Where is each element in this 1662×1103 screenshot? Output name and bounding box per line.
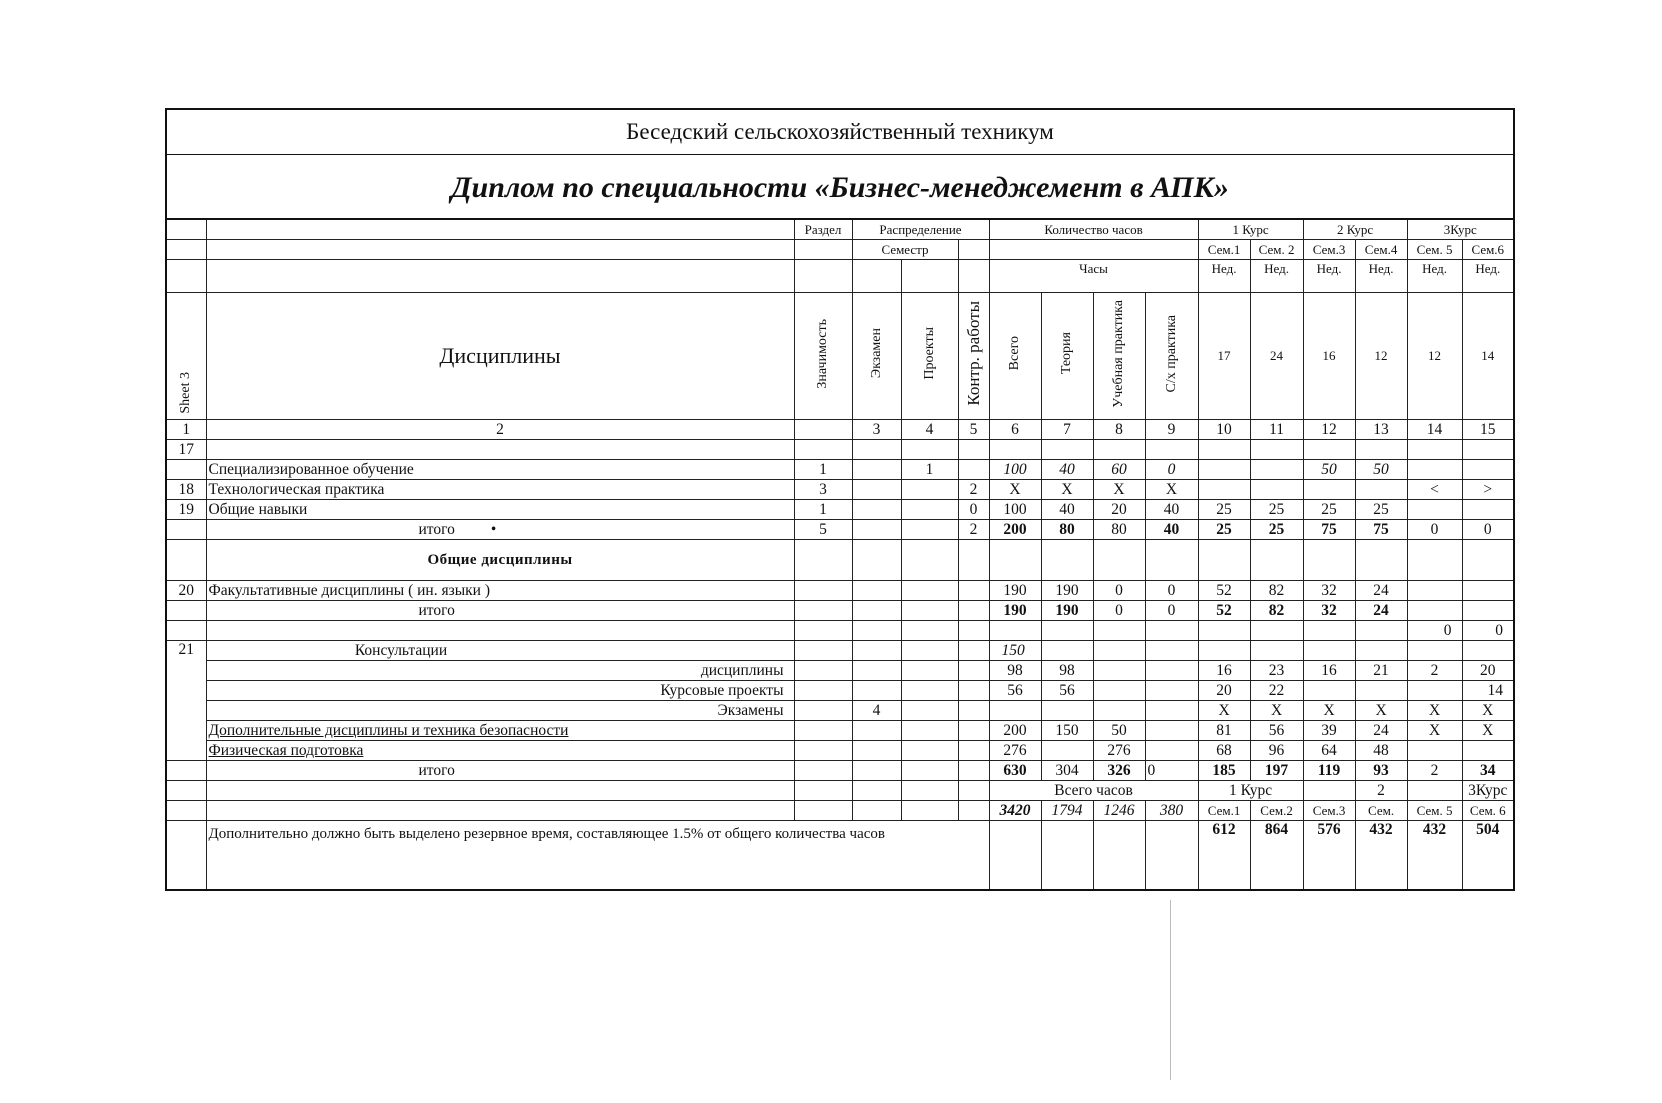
sem4-header: Сем.4 [1355, 240, 1407, 260]
kurs2-header: 2 Курс [1303, 219, 1407, 240]
header-row-4 [166, 293, 1514, 420]
col-num: 10 [1198, 420, 1250, 440]
sem6-header: Сем.6 [1462, 240, 1514, 260]
sx-header: С/х практика [1145, 293, 1198, 420]
disciplines-header: Дисциплины [206, 293, 794, 420]
semestr-header: Семестр [852, 240, 958, 260]
col-num: 3 [852, 420, 901, 440]
table-row: 18 Технологическая практика 3 2 X X X X < > [166, 480, 1514, 500]
col-num: 4 [901, 420, 958, 440]
table-row: 19 Общие навыки 1 0 100 40 20 40 25 25 25 25 [166, 500, 1514, 520]
table-row: 17 [166, 440, 1514, 460]
ned-5: Нед. [1407, 260, 1462, 293]
col-num: 7 [1041, 420, 1093, 440]
section-title-row [166, 540, 1514, 581]
col-num: 13 [1355, 420, 1407, 440]
teor-header: Теория [1041, 293, 1093, 420]
table-row: Экзамены 4 X X X X X X [166, 701, 1514, 721]
table-row: 0 0 [166, 621, 1514, 641]
ned-3: Нед. [1303, 260, 1355, 293]
curriculum-sheet [165, 108, 1515, 891]
weeks-1: 17 [1198, 293, 1250, 420]
scan-artifact-line [1170, 900, 1171, 1080]
razdel-header: Раздел [794, 219, 852, 240]
sem3-header: Сем.3 [1303, 240, 1355, 260]
col-num: 2 [206, 420, 794, 440]
ned-2: Нед. [1250, 260, 1303, 293]
proj-header: Проекты [901, 293, 958, 420]
col-num: 15 [1462, 420, 1514, 440]
kontr-header: Контр. работы [958, 293, 989, 420]
vsego-header: Всего [989, 293, 1041, 420]
weeks-6: 14 [1462, 293, 1514, 420]
table-row: Дополнительные дисциплины и техника безопасности 200 150 50 81 56 39 24 X X [166, 721, 1514, 741]
sem1-header: Сем.1 [1198, 240, 1250, 260]
exam-header: Экзамен [852, 293, 901, 420]
col-num: 5 [958, 420, 989, 440]
common-disciplines-title: Общие дисциплины [206, 540, 794, 581]
weeks-2: 24 [1250, 293, 1303, 420]
reserve-note: Дополнительно должно быть выделено резервное время, составляющее 1.5% от общего количества часов [206, 821, 989, 891]
ucheb-header: Учебная практика [1093, 293, 1145, 420]
header-row-1 [166, 219, 1514, 240]
sem2-header: Сем. 2 [1250, 240, 1303, 260]
kurs3-header: 3Курс [1407, 219, 1514, 240]
col-num: 9 [1145, 420, 1198, 440]
table-row: Курсовые проекты 56 56 20 22 14 [166, 681, 1514, 701]
col-num: 1 [166, 420, 206, 440]
ned-6: Нед. [1462, 260, 1514, 293]
sheet-label: Sheet 3 [166, 293, 206, 420]
table-row: Специализированное обучение 1 1 100 40 60 0 50 50 [166, 460, 1514, 480]
col-num: 14 [1407, 420, 1462, 440]
table-row: 21 Консультации 150 [166, 641, 1514, 661]
total-row: итого 630 304 326 0 185 197 119 93 2 34 [166, 761, 1514, 781]
znach-header: Значимость [794, 293, 852, 420]
title-block [165, 108, 1515, 218]
total-row: итого 190 190 0 0 52 82 32 24 [166, 601, 1514, 621]
col-num: 6 [989, 420, 1041, 440]
col-num: 12 [1303, 420, 1355, 440]
header-row-2 [166, 240, 1514, 260]
col-num: 11 [1250, 420, 1303, 440]
ned-4: Нед. [1355, 260, 1407, 293]
hours-table [165, 218, 1515, 891]
diploma-title: Диплом по специальности «Бизнес-менеджемент в АПК» [451, 171, 1229, 204]
grand-total-row: 3420 1794 1246 380 Сем.1 Сем.2 Сем.3 Сем. Сем. 5 Сем. 6 [166, 801, 1514, 821]
weeks-4: 12 [1355, 293, 1407, 420]
weeks-3: 16 [1303, 293, 1355, 420]
table-row: Всего часов 1 Курс 2 3Курс [166, 781, 1514, 801]
header-row-3 [166, 260, 1514, 293]
total-hours-label: Всего часов [989, 781, 1198, 801]
chasy-header: Часы [989, 260, 1198, 293]
weeks-5: 12 [1407, 293, 1462, 420]
table-row: дисциплины 98 98 16 23 16 21 2 20 [166, 661, 1514, 681]
kurs1-header: 1 Курс [1198, 219, 1303, 240]
note-row: Дополнительно должно быть выделено резервное время, составляющее 1.5% от общего количества часов 612 864 576 432 432 504 [166, 821, 1514, 891]
table-row: 20 Факультативные дисциплины ( ин. языки ) 190 190 0 0 52 82 32 24 [166, 581, 1514, 601]
school-name: Беседский сельскохозяйственный техникум [167, 110, 1513, 155]
total-row: итого • 5 2 200 80 80 40 25 25 75 75 0 0 [166, 520, 1514, 540]
raspr-header: Распределение [852, 219, 989, 240]
sem5-header: Сем. 5 [1407, 240, 1462, 260]
ned-1: Нед. [1198, 260, 1250, 293]
table-row: Физическая подготовка 276 276 68 96 64 48 [166, 741, 1514, 761]
col-num: 8 [1093, 420, 1145, 440]
column-numbers-row [166, 420, 1514, 440]
kolvo-header: Количество часов [989, 219, 1198, 240]
